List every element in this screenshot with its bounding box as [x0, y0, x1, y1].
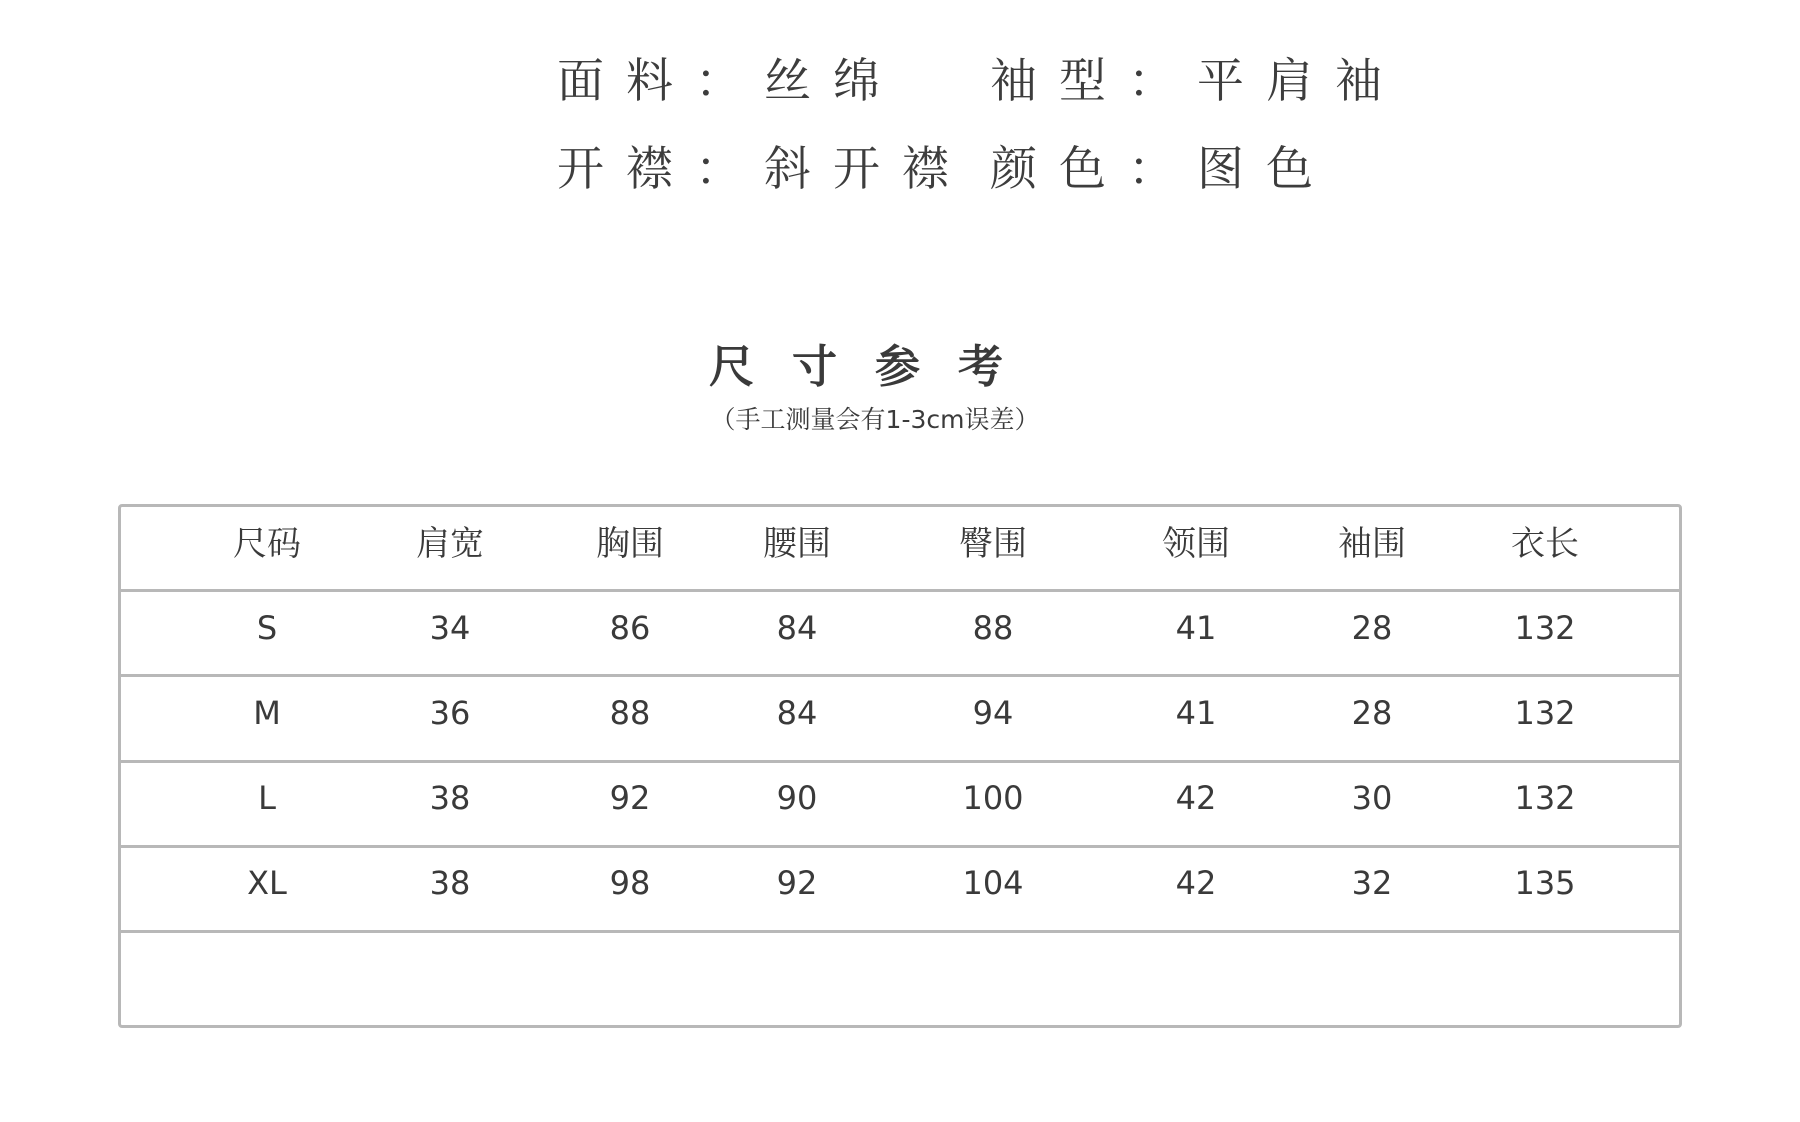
table-divider: [118, 930, 1682, 933]
table-divider: [118, 674, 1682, 677]
table-divider: [118, 845, 1682, 848]
table-cell: 34: [429, 609, 471, 647]
table-header-cell: 肩宽: [416, 524, 484, 564]
size-chart-title: 尺寸参考: [708, 340, 1041, 393]
table-row-size-label: S: [256, 609, 278, 647]
table-cell: 28: [1351, 609, 1393, 647]
table-row-size-label: XL: [247, 864, 287, 902]
table-header-cell: 袖围: [1338, 524, 1406, 564]
attribute-opening: 开襟：斜开襟: [557, 142, 971, 197]
table-cell: 92: [609, 779, 651, 817]
table-divider: [118, 589, 1682, 592]
table-cell: 42: [1175, 864, 1217, 902]
attribute-color: 颜色：图色: [990, 142, 1335, 197]
table-cell: 135: [1514, 864, 1576, 902]
table-header-cell: 胸围: [596, 524, 664, 564]
size-chart-subtitle: （手工测量会有1-3cm误差）: [710, 405, 1040, 434]
table-cell: 132: [1514, 694, 1576, 732]
table-cell: 132: [1514, 779, 1576, 817]
table-header-cell: 衣长: [1511, 524, 1579, 564]
table-cell: 32: [1351, 864, 1393, 902]
table-cell: 36: [429, 694, 471, 732]
table-cell: 88: [609, 694, 651, 732]
attribute-sleeve-type: 袖型：平肩袖: [990, 54, 1404, 109]
table-header-cell: 领围: [1162, 524, 1230, 564]
table-cell: 100: [962, 779, 1024, 817]
table-row-size-label: M: [253, 694, 281, 732]
table-divider: [118, 760, 1682, 763]
table-cell: 92: [776, 864, 818, 902]
table-cell: 84: [776, 694, 818, 732]
table-cell: 41: [1175, 609, 1217, 647]
table-cell: 38: [429, 779, 471, 817]
table-cell: 86: [609, 609, 651, 647]
table-row-size-label: L: [258, 779, 276, 817]
size-table: [118, 504, 1682, 1028]
table-header-cell: 尺码: [233, 524, 301, 564]
table-header-cell: 臀围: [959, 524, 1027, 564]
table-cell: 98: [609, 864, 651, 902]
table-cell: 42: [1175, 779, 1217, 817]
table-cell: 84: [776, 609, 818, 647]
table-header-cell: 腰围: [763, 524, 831, 564]
attribute-fabric: 面料：丝绵: [557, 54, 902, 109]
table-cell: 88: [972, 609, 1014, 647]
table-cell: 38: [429, 864, 471, 902]
table-cell: 94: [972, 694, 1014, 732]
table-cell: 30: [1351, 779, 1393, 817]
table-cell: 41: [1175, 694, 1217, 732]
table-cell: 104: [962, 864, 1024, 902]
table-cell: 90: [776, 779, 818, 817]
table-cell: 132: [1514, 609, 1576, 647]
table-cell: 28: [1351, 694, 1393, 732]
